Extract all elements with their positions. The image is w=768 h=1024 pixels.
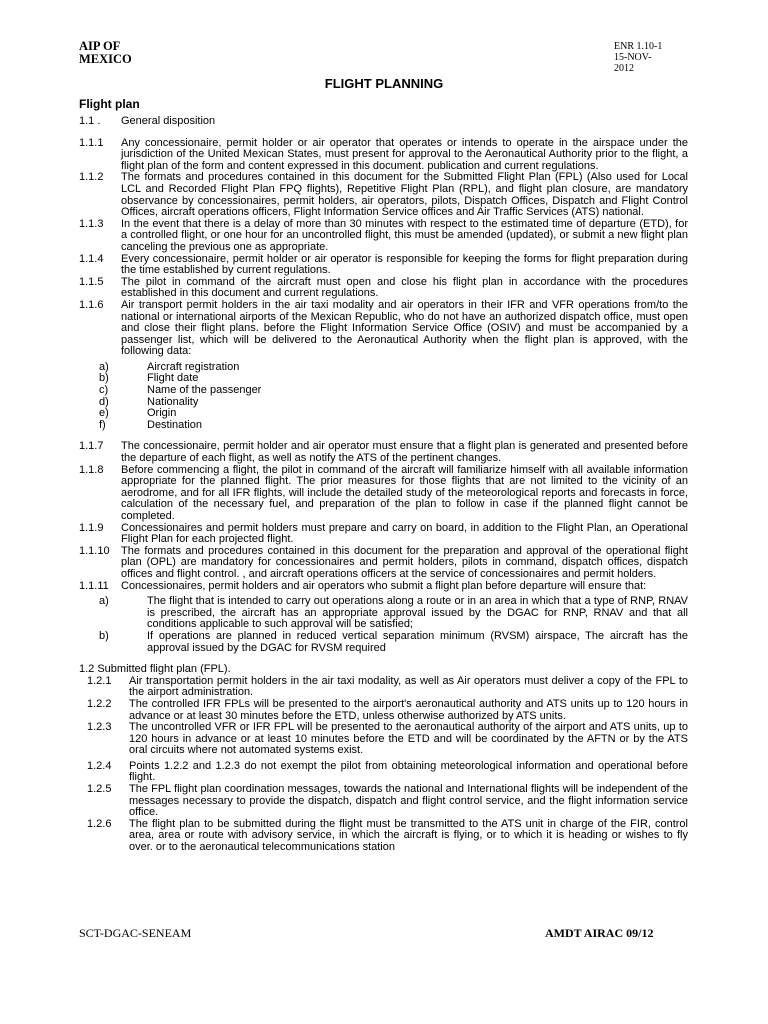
- list-item-label: a): [99, 360, 109, 373]
- paragraph-text: The formats and procedures contained in this document for the Submitted Flight Plan (FPL) (Also used for Local LCL and Recorded Flight Plan FPQ flights), Repetitive Flight Plan (RPL), and flight plan closure, are mandatory observance by concessionaires, permit holders, air operators, pilots, Dispatch Offices, Dispatch and Flight Control Offices, aircraft operations officers, Flight Information Service offices and Air Traffic Services (ATS) national.: [121, 171, 688, 219]
- header-left-line2: MEXICO: [79, 52, 132, 66]
- footer-amendment: AMDT AIRAC 09/12: [545, 926, 654, 940]
- list-item-label: a): [99, 595, 109, 608]
- paragraph-number: 1.1.11: [79, 579, 109, 592]
- paragraph: [79, 219, 688, 254]
- paragraph-text: Points 1.2.2 and 1.2.3 do not exempt the pilot from obtaining meteorological information and operational before flight.: [129, 759, 688, 784]
- paragraph-number: 1.1 .: [79, 115, 101, 127]
- list-item-label: f): [99, 418, 106, 431]
- list-item-label: d): [99, 395, 109, 408]
- paragraph-number: 1.2.5: [87, 783, 112, 796]
- list-item-text: Nationality: [147, 395, 199, 408]
- paragraph: [79, 819, 688, 854]
- paragraph-text: Every concessionaire, permit holder or air operator is responsible for keeping the forms for flight preparation during the time established by current regulations.: [121, 252, 688, 277]
- list-item-text: Destination: [147, 418, 203, 431]
- paragraph-text: Any concessionaire, permit holder or air operator that operates or intends to operate in the airspace under the jurisdiction of the United Mexican States, must present for approval to the Aeronautical Authority prior to the flight, a flight plan of the form and content expressed in this document. publication and current regulations.: [121, 136, 688, 172]
- paragraph-number: 1.1.2: [79, 171, 104, 184]
- paragraph-text: The controlled IFR FPLs will be presented to the airport's aeronautical authority and ATS units up to 120 hours in advance or at least 30 minutes before the ETD, unless otherwise authorized by ATS units.: [129, 697, 688, 722]
- list-item: [99, 397, 688, 409]
- paragraph: [79, 277, 688, 300]
- paragraph: [79, 254, 688, 277]
- paragraph-text: Before commencing a flight, the pilot in command of the aircraft will familiarize himself with all available information appropriate for the planned flight. The prior measures for those flights that are not limited to the vicinity of an aerodrome, and for all IFR flights, will include the detailed study of the meteorological reports and forecasts in force, calculation of the necessary fuel, and preparation of the plan to follow in case if the planned flight cannot be completed.: [121, 463, 688, 522]
- header-right-line1: ENR 1.10-1: [614, 41, 663, 52]
- header-left-line1: AIP OF: [79, 39, 121, 53]
- paragraph-text: The flight plan to be submitted during the flight must be transmitted to the ATS unit in charge of the FIR, control area, area or route with advisory service, in which the aircraft is flying, or to which it is heading or wishes to fly over. or to the aeronautical telecommunications station: [129, 817, 688, 854]
- paragraph-text: Air transport permit holders in the air taxi modality and air operators in their IFR and VFR operations from/to the national or international airports of the Mexican Republic, who do not have an authorized dispatch office, must open and close their flight plans. before the Flight Information Service Office (OSIV) and must be accompanied by a passenger list, which will be delivered to the Aeronautical Authority when the flight plan is approved, with the following data:: [121, 298, 688, 358]
- paragraph-text: Concessionaires and permit holders must prepare and carry on board, in addition to the Flight Plan, an Operational Flight Plan for each projected flight.: [121, 521, 688, 546]
- list-item-text: Origin: [147, 407, 177, 420]
- paragraph-number: 1.1.1: [79, 136, 104, 149]
- paragraph: [79, 784, 688, 819]
- paragraph-text: Concessionaires, permit holders and air operators who submit a flight plan before departure will ensure that:: [121, 579, 647, 592]
- list-item-label: b): [99, 372, 109, 385]
- list-item: [99, 420, 688, 432]
- paragraph-number: 1.1.4: [79, 252, 104, 265]
- paragraph-number: 1.1.5: [79, 275, 104, 288]
- paragraph-number: 1.1.9: [79, 521, 104, 534]
- paragraph-number: 1.1.10: [79, 544, 110, 557]
- list-item-label: e): [99, 407, 109, 420]
- list-item-text: The flight that is intended to carry out operations along a route or in an area in which that a type of RNP, RNAV is prescribed, the aircraft has an appropriate approval issued by the DGAC for RNP, RNAV and that all conditions applicable to such approval will be satisfied;: [147, 595, 688, 631]
- paragraph-number: 1.1.7: [79, 440, 104, 453]
- paragraph: [79, 761, 688, 784]
- paragraph-text: General disposition: [121, 115, 216, 127]
- header-publication: [79, 40, 132, 66]
- list-item-label: c): [99, 384, 109, 397]
- paragraph: [79, 172, 688, 218]
- paragraph: [79, 581, 688, 593]
- header-right-line3: 2012: [614, 63, 634, 74]
- page-title: FLIGHT PLANNING: [324, 76, 444, 91]
- paragraph-text: The FPL flight plan coordination messages, towards the national and International flights will be independent of the messages necessary to provide the dispatch, dispatch and flight control service, and the flight information service office.: [129, 783, 688, 819]
- paragraph: [79, 116, 688, 128]
- list-item-text: Name of the passenger: [147, 384, 262, 397]
- list-item-text: Flight date: [147, 372, 199, 385]
- paragraph: [79, 138, 688, 173]
- list-item: [99, 385, 688, 397]
- paragraph: [79, 676, 688, 699]
- paragraph-text: The uncontrolled VFR or IFR FPL will be presented to the aeronautical authority of the airport and ATS units, up to 120 hours in advance or at least 10 minutes before the ETD and will be coordinated by the AFTN or by the ATS oral circuits where not automated systems exist.: [129, 721, 688, 757]
- paragraph-number: 1.2.3: [87, 721, 112, 734]
- paragraph-text: Air transportation permit holders in the air taxi modality, as well as Air operators must deliver a copy of the FPL to the airport administration.: [129, 674, 688, 699]
- list-item-label: b): [99, 629, 109, 642]
- header-right-line2: 15-NOV-: [614, 52, 652, 63]
- paragraph: [79, 300, 688, 358]
- paragraph: [79, 441, 688, 464]
- paragraph: [79, 722, 688, 757]
- paragraph: [79, 546, 688, 581]
- paragraph-number: 1.2.4: [87, 759, 112, 772]
- list-item-text: Aircraft registration: [147, 360, 240, 373]
- paragraph-text: The pilot in command of the aircraft must open and close his flight plan in accordance with the procedures established in this document and current regulations.: [121, 275, 688, 300]
- paragraph-text: The formats and procedures contained in this document for the preparation and approval of the operational flight plan (OPL) are mandatory for concessionaires and permit holders, pilots in command, dispatch offices, dispatch offices and flight control. , and aircraft operations officers at the service of concessionaires and permit holders.: [121, 544, 688, 580]
- paragraph-text: In the event that there is a delay of more than 30 minutes with respect to the estimated time of departure (ETD), for a controlled flight, or one hour for an uncontrolled flight, this must be amended (updated), or submit a new flight plan canceling the previous one as appropriate.: [121, 217, 688, 253]
- paragraph-number: 1.1.3: [79, 217, 104, 230]
- conditions-list: [79, 596, 688, 654]
- paragraph: [79, 699, 688, 722]
- footer-issuer: SCT-DGAC-SENEAM: [79, 926, 192, 940]
- paragraph-number: 1.1.8: [79, 463, 104, 476]
- subsection-heading: 1.2 Submitted flight plan (FPL).: [79, 663, 231, 676]
- data-list: [79, 362, 688, 432]
- paragraph-number: 1.2.6: [87, 817, 112, 830]
- paragraph-number: 1.2.2: [87, 697, 112, 710]
- document-body: [79, 116, 688, 854]
- paragraph: [79, 523, 688, 546]
- paragraph-text: The concessionaire, permit holder and air operator must ensure that a flight plan is generated and presented before the departure of each flight, as well as notify the ATS of the pertinent changes.: [121, 440, 688, 465]
- paragraph-number: 1.2.1: [87, 674, 112, 687]
- header-page-ref: [614, 41, 662, 74]
- paragraph-number: 1.1.6: [79, 298, 104, 311]
- section-heading: Flight plan: [79, 97, 140, 111]
- list-item: [99, 596, 688, 631]
- list-item-text: If operations are planned in reduced vertical separation minimum (RVSM) airspace, The aircraft has the approval issued by the DGAC for RVSM required: [147, 629, 688, 654]
- list-item: [99, 631, 688, 654]
- paragraph: [79, 465, 688, 523]
